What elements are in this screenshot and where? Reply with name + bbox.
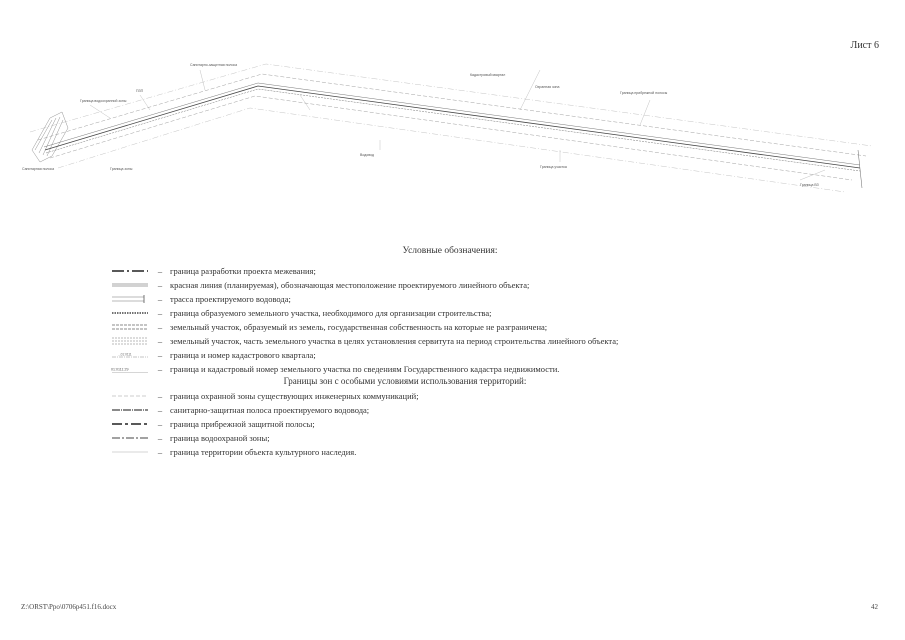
annotation: Кадастровый квартал (470, 73, 506, 77)
legend-item (110, 306, 870, 320)
legend-zone-item (110, 431, 870, 445)
legend-item-text: красная линия (планируемая), обозначающая местоположение проектируемого линейного объекта; (170, 280, 530, 290)
dash: – (157, 419, 163, 429)
dash: – (157, 280, 163, 290)
annotation: Граница зоны (110, 167, 133, 171)
legend-item-text: граница образуемого земельного участка, необходимого для организации строительства; (170, 308, 492, 318)
legend-item-text: граница разработки проекта межевания; (170, 266, 316, 276)
leader-lines (90, 70, 825, 180)
legend-item-text: граница территории объекта культурного наследия. (170, 447, 357, 457)
footer-page-number: 42 (871, 603, 878, 611)
cadastral-quarter-symbol (110, 350, 150, 360)
legend-item-text: граница и кадастровый номер земельного участка по сведениям Государственного кадастра недвижимости. (170, 364, 560, 374)
footer-file-path: Z:\ORST\Ppo\0706p451.f16.docx (21, 603, 117, 611)
legend-zone-item (110, 445, 870, 459)
annotation: Санитарно-защитная полоса (190, 63, 238, 67)
legend-item (110, 334, 870, 348)
legend-item (110, 292, 870, 306)
coastal-strip-symbol (110, 419, 150, 429)
dash: – (157, 322, 163, 332)
annotation: Охранная зона (535, 85, 560, 89)
heritage-territory-symbol (110, 447, 150, 457)
pipeline-route-symbol (110, 294, 150, 304)
annotation: Граница ВЗ (800, 183, 819, 187)
dash: – (157, 405, 163, 415)
legend-item (110, 362, 870, 376)
annotation: Санитарная полоса (22, 167, 55, 171)
dash: – (157, 391, 163, 401)
dash: – (157, 336, 163, 346)
legend-item (110, 320, 870, 334)
dash: – (157, 433, 163, 443)
land-plot-boundary-symbol (110, 308, 150, 318)
pipeline-corridor (30, 64, 872, 192)
legend-item-text: граница охранной зоны существующих инженерных коммуникаций; (170, 391, 419, 401)
state-land-symbol (110, 322, 150, 332)
boundary-project-symbol (110, 266, 150, 276)
site-plan-drawing (0, 0, 905, 240)
legend-item-text: граница и номер кадастрового квартала; (170, 350, 316, 360)
dash: – (157, 266, 163, 276)
legend-item-text: граница прибрежной защитной полосы; (170, 419, 315, 429)
dash: – (157, 364, 163, 374)
cadastral-number-label: 01:0111:29 (111, 367, 129, 372)
annotation: Водовод (360, 153, 374, 157)
water-protection-zone-symbol (110, 433, 150, 443)
servitude-symbol (110, 336, 150, 346)
start-area (32, 112, 68, 162)
sanitary-strip-symbol (110, 405, 150, 415)
legend-item (110, 264, 870, 278)
legend-item-text: земельный участок, образуемый из земель, государственная собственность на которые не разграничена; (170, 322, 548, 332)
utility-protection-zone-symbol (110, 391, 150, 401)
annotation: Граница прибрежной полосы (620, 91, 668, 95)
dash: – (157, 294, 163, 304)
cadastral-number-symbol (110, 364, 150, 374)
legend-zone-item (110, 403, 870, 417)
legend-item (110, 278, 870, 292)
annotation: Граница участка (540, 165, 567, 169)
cadastral-quarter-label: ...01:0111 (118, 352, 132, 357)
drawing-annotations (22, 63, 819, 187)
legend (110, 264, 870, 459)
dash: – (157, 350, 163, 360)
zones-subtitle: Границы зон с особыми условиями использования территорий: (283, 376, 527, 386)
legend-item-text: граница водоохраной зоны; (170, 433, 270, 443)
sheet-label: Лист 6 (850, 40, 879, 51)
red-line-symbol (110, 280, 150, 290)
annotation: Граница водоохранной зоны (80, 99, 127, 103)
legend-title: Условные обозначения: (402, 246, 498, 256)
annotation: ПЗП (136, 89, 144, 93)
legend-zone-item (110, 389, 870, 403)
dash: – (157, 308, 163, 318)
legend-item (110, 348, 870, 362)
legend-item-text: трасса проектируемого водовода; (170, 294, 291, 304)
dash: – (157, 447, 163, 457)
legend-item-text: земельный участок, часть земельного участка в целях установления сервитута на период строительства линейного объекта; (170, 336, 619, 346)
legend-zone-item (110, 417, 870, 431)
legend-item-text: санитарно-защитная полоса проектируемого водовода; (170, 405, 370, 415)
